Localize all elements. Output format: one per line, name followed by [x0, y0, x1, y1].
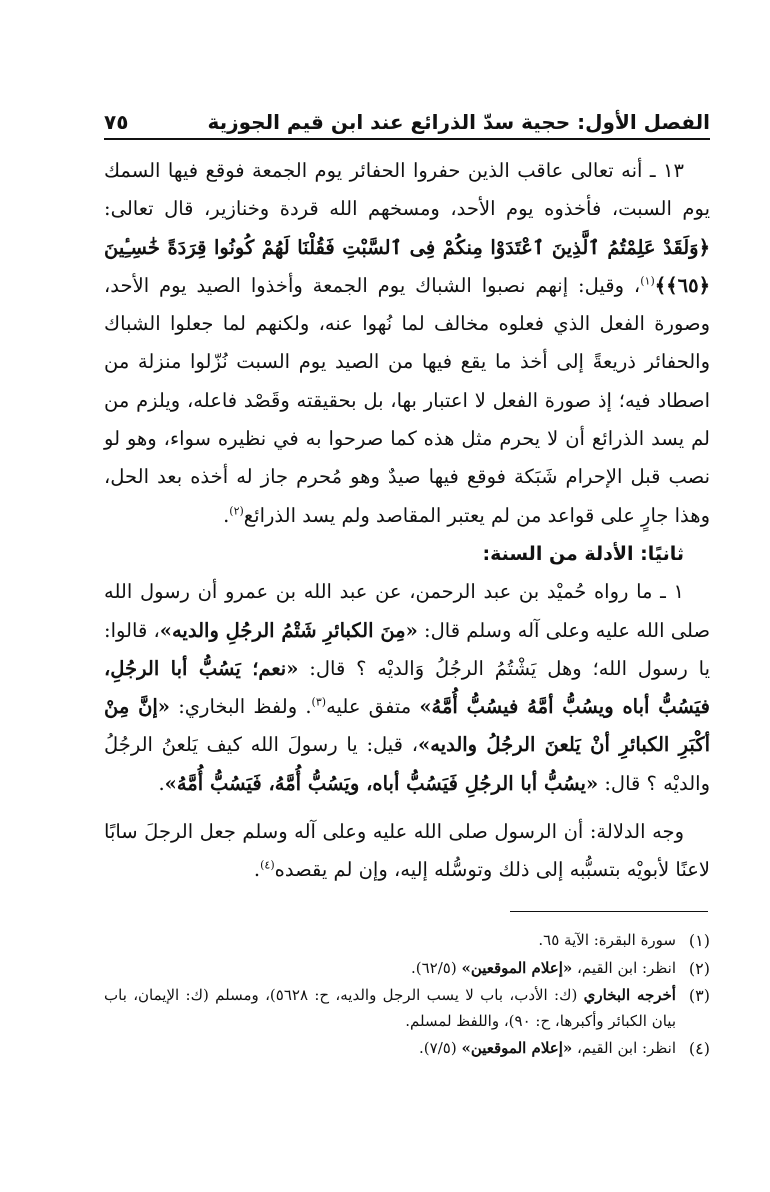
paragraph-13-text-1: ١٣ ـ أنه تعالى عاقب الذين حفروا الحفائر يوم الجمعة فوقع فيها السمك يوم السبت، فأخذوه يوم الأحد، ومسخهم الله قردة وخنازير، قال تعالى: — [104, 159, 710, 221]
footnote-text-bold: «إعلام الموقعين» — [461, 958, 573, 977]
hadith-quote-4: «يسُبُّ أبا الرجُلِ فَيَسُبُّ أباه، ويَسُبُّ أُمَّهُ، فَيَسُبُّ أُمَّهُ» — [164, 771, 599, 795]
paragraph-1-text-5: ، قيل: يا رسولَ الله كيف يَلعنُ الرجُلُ والديْه ؟ قال: — [104, 733, 710, 795]
footnote-text-post: (٧/٥). — [419, 1039, 462, 1057]
paragraph-1-text-3: متفق عليه — [326, 695, 420, 719]
paragraph-13-end: . — [223, 503, 230, 527]
footnote-text-post: (٦٢/٥). — [410, 958, 462, 977]
footnote-text — [104, 983, 676, 1034]
footnote-text-pre: انظر: ابن القيم، — [572, 1039, 676, 1057]
footnote-number: (٤) — [688, 1039, 710, 1058]
footnote-number: (٣) — [688, 986, 710, 1005]
footnote-text — [104, 1036, 676, 1062]
quran-verse: ﴿وَلَقَدْ عَلِمْتُمُ ٱلَّذِينَ ٱعْتَدَوْا مِنكُمْ فِى ٱلسَّبْتِ فَقُلْنَا لَهُمْ كُونُوا قِرَدَةً خَٰسِـِٔينَ ﴿٦٥﴾﴾ — [104, 235, 710, 297]
paragraph-evidence-text: وجه الدلالة: أن الرسول صلى الله عليه وعلى آله وسلم جعل الرجلَ سابًا لاعنًا لأبويْه بتسبُّبه إلى ذلك وتوسُّله إليه، وإن لم يقصده — [104, 820, 710, 882]
paragraph-evidence — [104, 813, 710, 890]
paragraph-gap — [104, 803, 710, 813]
paragraph-1 — [104, 573, 710, 803]
footnote-text-pre: سورة البقرة: الآية ٦٥. — [538, 931, 676, 949]
footnote-text — [104, 928, 676, 954]
footnote-text-post: (ك: الأدب، باب لا يسب الرجل والديه، ح: ٥٦٢٨)، ومسلم (ك: الإيمان، باب بيان الكبائر وأكبرها، ح: ٩٠)، واللفظ لمسلم. — [104, 986, 676, 1030]
footnote-4 — [104, 1036, 710, 1062]
footnote-2 — [104, 956, 710, 982]
footnote-number: (١) — [688, 931, 710, 950]
footnote-ref-2: (٢) — [229, 504, 244, 518]
footnote-number: (٢) — [688, 958, 710, 978]
hadith-quote-3: «إنَّ مِنْ أكْبَرِ الكبائرِ أنْ يَلعنَ الرجُلُ والديه» — [104, 695, 710, 757]
footnote-text-bold: أخرجه البخاري — [583, 986, 676, 1004]
footnote-3 — [104, 983, 710, 1034]
footnote-ref-4: (٤) — [260, 858, 275, 872]
footnote-1 — [104, 928, 710, 954]
footnote-text-pre: انظر: ابن القيم، — [572, 958, 676, 977]
paragraph-1-end: . — [158, 771, 165, 795]
hadith-quote-2: «نعم؛ يَسُبُّ أبا الرجُلِ، فيَسُبُّ أباه ويسُبُّ أمَّهُ فيسُبُّ أُمَّهُ» — [104, 656, 710, 719]
paragraph-13-text-2: ، وقيل: إنهم نصبوا الشباك يوم الجمعة وأخذوا الصيد يوم الأحد، وصورة الفعل الذي فعلوه مخالف لما نُهوا عنه، ولكنهم لما جعلوا الشباك والحفائر ذريعةً إلى أخذ ما يقع فيها من الصيد يوم السبت نُزّلوا منزلة من اصطاد فيه؛ إذ صورة الفعل لا اعتبار بها، بل بحقيقته وقَصْد فاعله، ويلزم من لم يسد الذرائع أن لا يحرم مثل هذه كما صرحوا به في نظيره سواء، وهو لو نصب قبل الإحرام شَبَكة فوقع فيها صيدٌ وهو مُحرم جاز له أخذه بعد الحل، وهذا جارٍ على قواعد من لم يعتبر المقاصد ولم يسد الذرائع — [104, 273, 710, 527]
paragraph-1-text-2: ، قالوا: يا رسول الله؛ وهل يَشْتُمُ الرجُلُ وَالديْه ؟ قال: — [104, 618, 710, 680]
footnote-ref-1: (١) — [640, 274, 655, 288]
paragraph-13 — [104, 152, 710, 535]
footnote-text — [104, 956, 676, 982]
running-title: الفصل الأول: حجية سدّ الذرائع عند ابن قيم الجوزية — [207, 110, 710, 134]
section-heading-sunnah: ثانيًا: الأدلة من السنة: — [482, 542, 684, 565]
paragraph-1-text-4: . ولفظ البخاري: — [170, 695, 312, 719]
footnote-divider — [510, 911, 708, 912]
footnotes — [104, 928, 710, 1064]
footnote-ref-3: (٣) — [311, 695, 327, 709]
page-number: ٧٥ — [104, 110, 129, 134]
page-header — [104, 100, 710, 140]
paragraph-1-text-1: ١ ـ ما رواه حُميْد بن عبد الرحمن، عن عبد الله بن عمرو أن رسول الله صلى الله عليه وعلى آله وسلم قال: — [104, 580, 710, 642]
main-text — [104, 152, 710, 890]
hadith-quote-1: «مِنَ الكبائرِ شَتْمُ الرجُلِ والديه» — [159, 618, 418, 642]
footnote-text-bold: «إعلام الموقعين» — [461, 1039, 573, 1057]
paragraph-evidence-end: . — [253, 858, 261, 882]
